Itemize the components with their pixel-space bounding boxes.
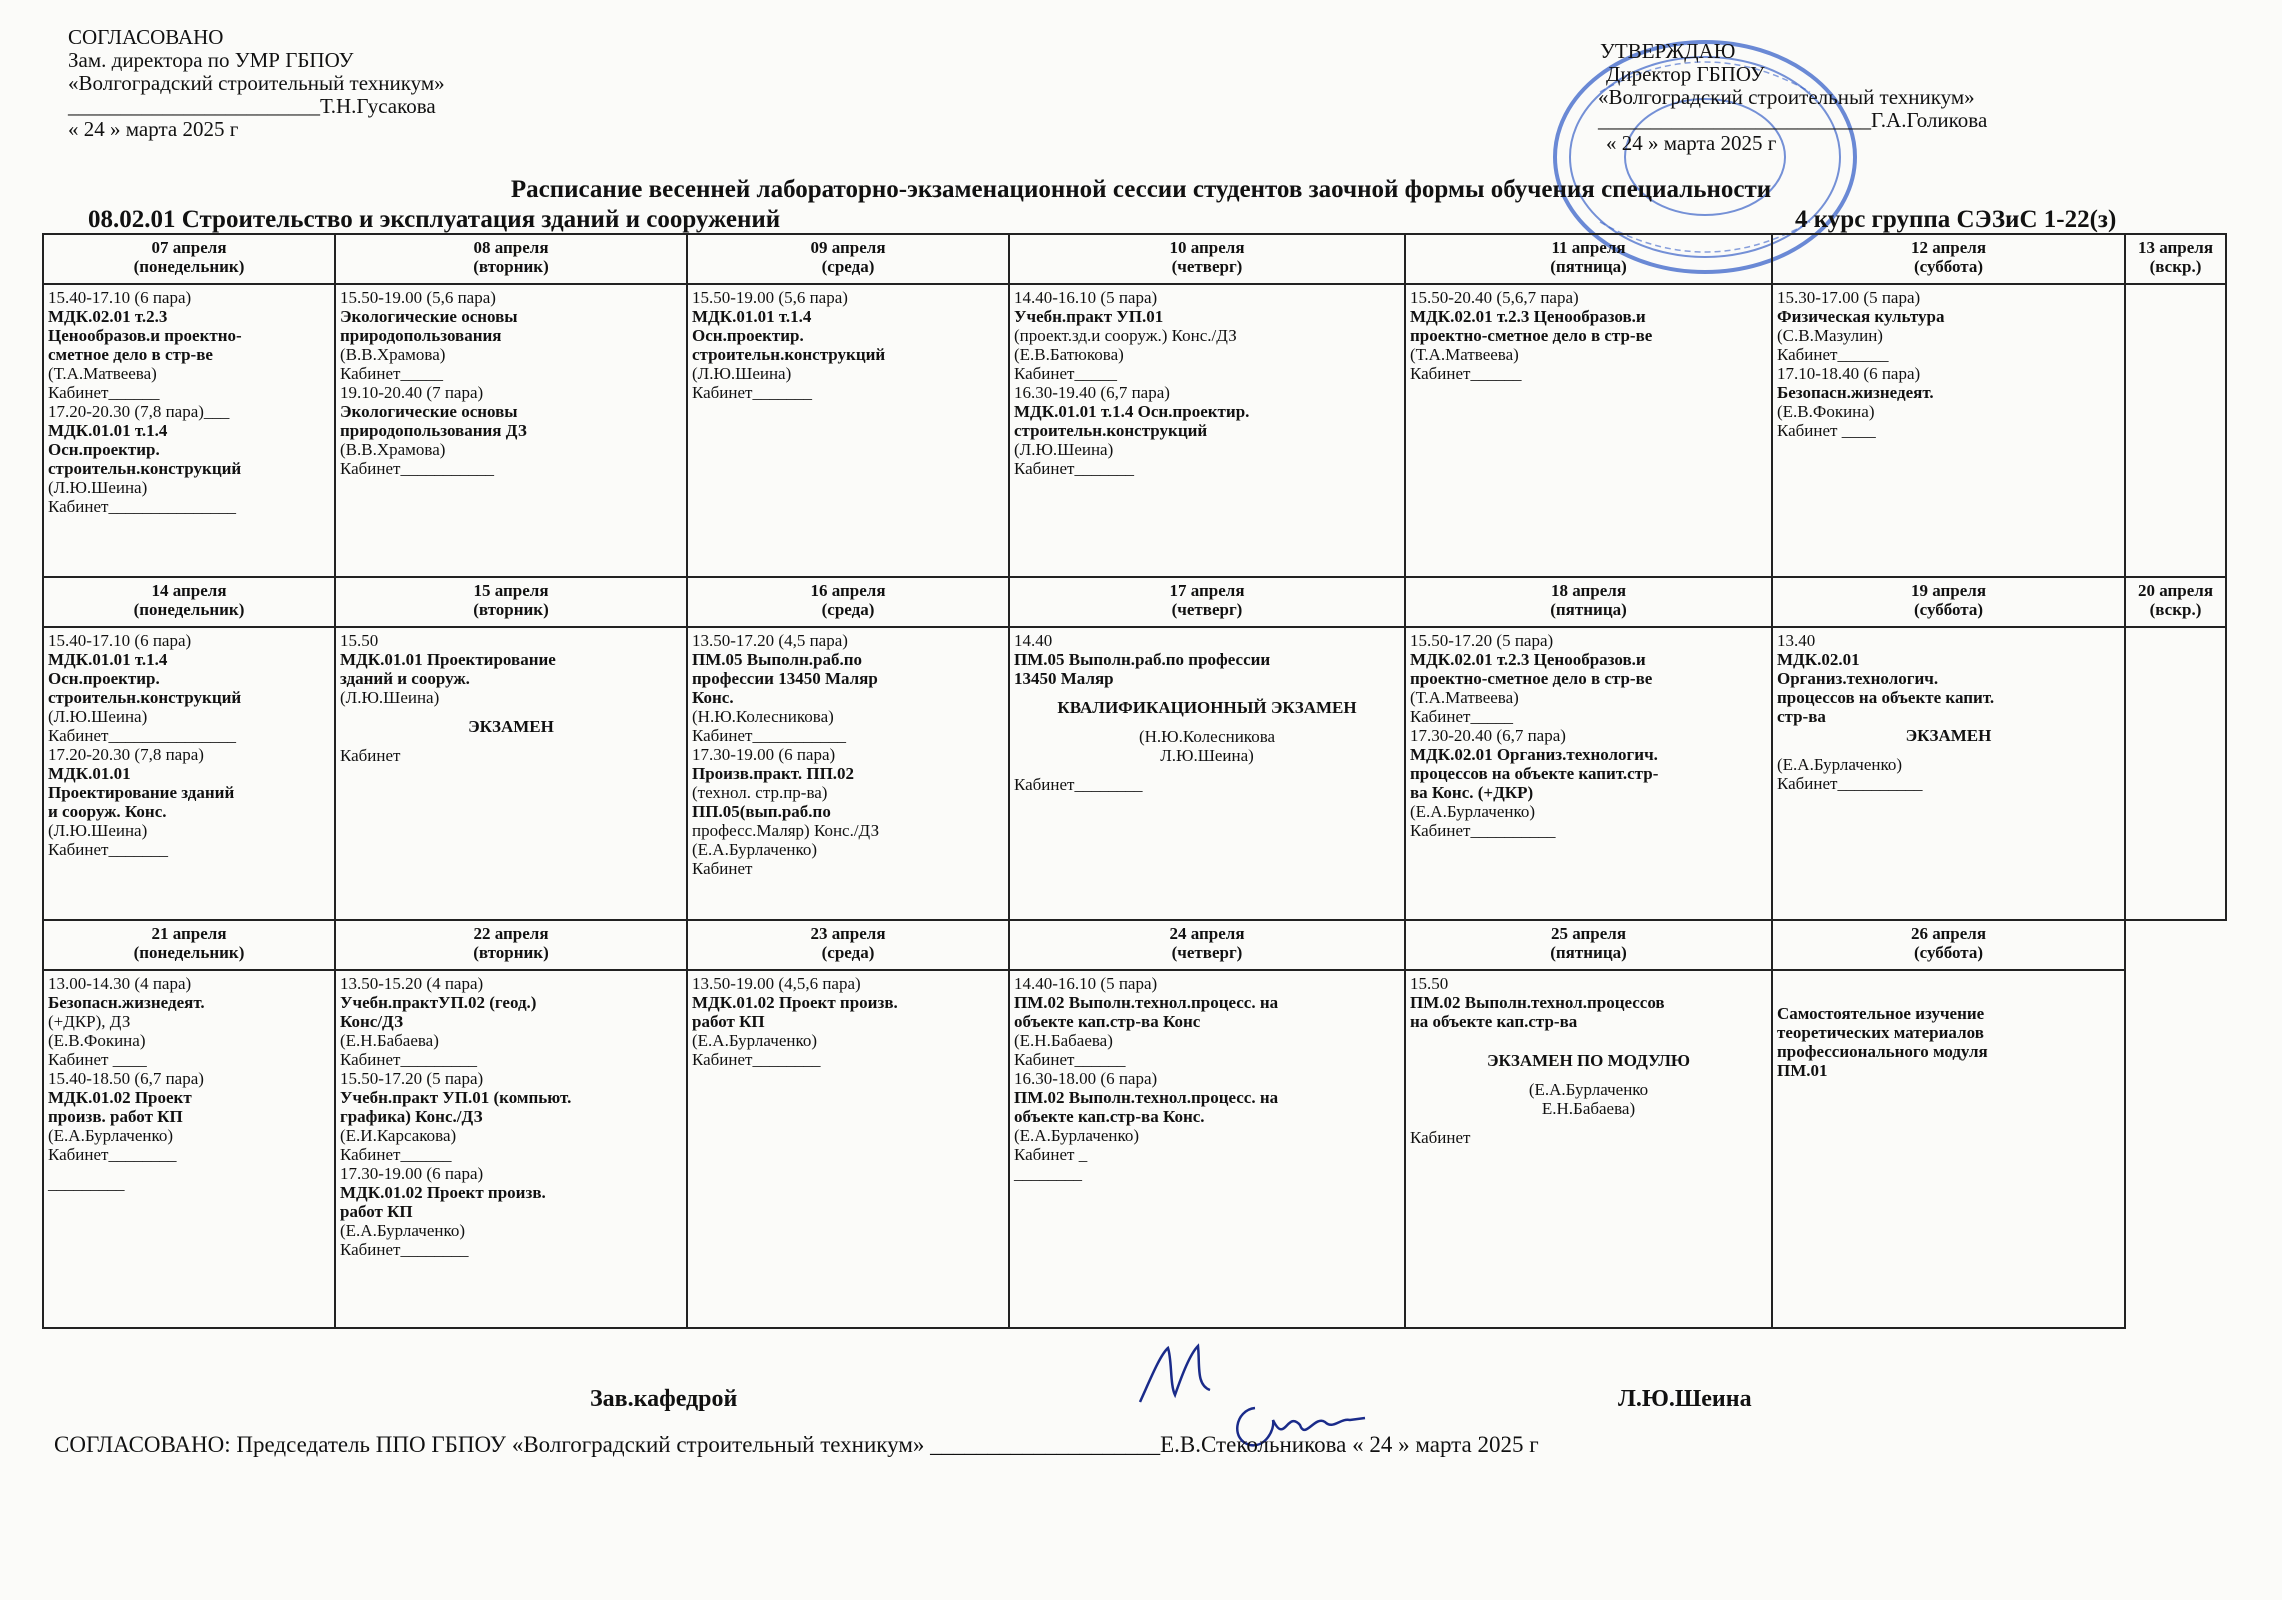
schedule-line: Самостоятельное изучение: [1777, 1004, 1985, 1023]
schedule-line: Кабинет_____: [340, 364, 443, 383]
day-header-cell: [335, 234, 687, 284]
schedule-line: теоретических материалов: [1777, 1023, 1984, 1042]
schedule-line: ПМ.05 Выполн.раб.по: [692, 650, 863, 669]
specialty-name: 08.02.01 Строительство и эксплуатация зданий и сооружений: [88, 206, 781, 233]
day-schedule-cell: [1405, 627, 1772, 920]
day-header-cell: [687, 234, 1009, 284]
day-date: 20 апреля: [2137, 581, 2214, 600]
schedule-line: 17.30-19.00 (6 пара): [340, 1164, 484, 1183]
document-title: Расписание весенней лабораторно-экзаменационной сессии студентов заочной формы обучения специальности: [510, 176, 1772, 203]
day-header-cell: [1772, 234, 2125, 284]
day-of-week: (суббота): [1913, 600, 1984, 619]
day-of-week: (пятница): [1550, 257, 1627, 276]
schedule-line: процессов на объекте капит.: [1777, 688, 1995, 707]
schedule-line: 13.40: [1777, 631, 1816, 650]
schedule-line: строительн.конструкций: [48, 688, 242, 707]
schedule-line: (Е.А.Бурлаченко): [340, 1221, 466, 1240]
schedule-line: 15.50-19.00 (5,6 пара): [692, 288, 848, 307]
schedule-line: 13450 Маляр: [1014, 669, 1114, 688]
day-of-week: (вторник): [473, 257, 549, 276]
schedule-line: ПП.05(вып.раб.по: [692, 802, 831, 821]
day-of-week: (четверг): [1171, 943, 1243, 962]
day-schedule-cell: [687, 284, 1009, 577]
schedule-line: Кабинет_______________: [48, 497, 236, 516]
schedule-line: (Л.Ю.Шеина): [1014, 440, 1114, 459]
schedule-line: Е.Н.Бабаева): [1541, 1099, 1636, 1118]
schedule-line: (Е.А.Бурлаченко): [1410, 802, 1536, 821]
day-of-week: (среда): [821, 257, 875, 276]
spacer: [1410, 1118, 1767, 1128]
schedule-line: природопользования ДЗ: [340, 421, 527, 440]
day-of-week: (вторник): [473, 600, 549, 619]
schedule-line: МДК.01.01 т.1.4: [692, 307, 812, 326]
day-of-week: (суббота): [1913, 257, 1984, 276]
schedule-line: профессионального модуля: [1777, 1042, 1988, 1061]
schedule-line: Кабинет_______: [1014, 459, 1134, 478]
schedule-line: 16.30-19.40 (6,7 пара): [1014, 383, 1170, 402]
schedule-line: Ценообразов.и проектно-: [48, 326, 242, 345]
schedule-line: Учебн.практ УП.01 (компьют.: [340, 1088, 572, 1107]
schedule-line: (Е.В.Фокина): [48, 1031, 146, 1050]
schedule-line: сметное дело в стр-ве: [48, 345, 213, 364]
schedule-line: 15.50: [340, 631, 379, 650]
schedule-line: Кабинет_______: [48, 840, 168, 859]
day-date: 17 апреля: [1169, 581, 1245, 600]
schedule-line: Кабинет: [340, 746, 401, 765]
schedule-line: Осн.проектир.: [692, 326, 804, 345]
day-date: 11 апреля: [1551, 238, 1626, 257]
schedule-line: Кабинет_____: [1410, 707, 1513, 726]
approval-left-line: « 24 » марта 2025 г: [68, 117, 239, 141]
day-header-cell: [687, 920, 1009, 970]
schedule-line: Кабинет _: [1014, 1145, 1088, 1164]
schedule-line: Кабинет_____: [1014, 364, 1117, 383]
schedule-line: (Е.А.Бурлаченко): [692, 840, 818, 859]
schedule-line: Конс.: [692, 688, 734, 707]
schedule-line: работ КП: [340, 1202, 413, 1221]
schedule-line: МДК.02.01 Организ.технологич.: [1410, 745, 1658, 764]
schedule-line: Кабинет: [1410, 1128, 1471, 1147]
schedule-line: Учебн.практУП.02 (геод.): [340, 993, 537, 1012]
schedule-line: МДК.01.02 Проект произв.: [340, 1183, 546, 1202]
schedule-line: Безопасн.жизнедеят.: [1777, 383, 1934, 402]
schedule-line: Кабинет________: [692, 1050, 821, 1069]
schedule-line: объекте кап.стр-ва Конс.: [1014, 1107, 1205, 1126]
day-date: 14 апреля: [151, 581, 227, 600]
day-schedule-cell: [335, 627, 687, 920]
schedule-line: Кабинет______: [340, 1145, 452, 1164]
schedule-line: КВАЛИФИКАЦИОННЫЙ ЭКЗАМЕН: [1057, 698, 1357, 717]
day-date: 07 апреля: [151, 238, 227, 257]
schedule-line: 15.30-17.00 (5 пара): [1777, 288, 1921, 307]
day-of-week: (пятница): [1550, 943, 1627, 962]
schedule-line: проектно-сметное дело в стр-ве: [1410, 326, 1653, 345]
day-of-week: (среда): [821, 943, 875, 962]
spacer: [1014, 688, 1400, 698]
spacer: [340, 707, 682, 717]
schedule-line: 15.50: [1410, 974, 1449, 993]
schedule-line: 17.30-20.40 (6,7 пара): [1410, 726, 1566, 745]
day-schedule-cell: [687, 627, 1009, 920]
day-date: 18 апреля: [1550, 581, 1627, 600]
schedule-line: (Е.Н.Бабаева): [340, 1031, 439, 1050]
day-date: 23 апреля: [810, 924, 886, 943]
day-of-week: (вскр.): [2149, 257, 2202, 276]
schedule-line: ПМ.02 Выполн.технол.процесс. на: [1014, 1088, 1279, 1107]
schedule-line: ________: [1014, 1164, 1082, 1183]
schedule-line: МДК.01.01 т.1.4: [48, 650, 168, 669]
day-content-row: [43, 627, 2226, 920]
schedule-line: МДК.01.01 т.1.4 Осн.проектир.: [1014, 402, 1250, 421]
schedule-line: (+ДКР), ДЗ: [48, 1012, 131, 1031]
schedule-line: (Е.А.Бурлаченко): [692, 1031, 818, 1050]
schedule-line: 13.50-15.20 (4 пара): [340, 974, 484, 993]
approval-block-left: [68, 26, 445, 141]
spacer: [1777, 974, 2120, 984]
schedule-line: 17.10-18.40 (6 пара): [1777, 364, 1921, 383]
schedule-line: МДК.01.01 Проектирование: [340, 650, 556, 669]
schedule-line: професс.Маляр) Конс./ДЗ: [692, 821, 880, 840]
spacer: [1014, 765, 1400, 775]
day-date: 10 апреля: [1169, 238, 1245, 257]
schedule-line: МДК.01.02 Проект: [48, 1088, 192, 1107]
day-header-cell: [1772, 577, 2125, 627]
schedule-line: Проектирование зданий: [48, 783, 235, 802]
day-date: 09 апреля: [810, 238, 886, 257]
day-schedule-cell: [1772, 627, 2125, 920]
day-header-cell: [1405, 234, 1772, 284]
day-schedule-cell: [1405, 284, 1772, 577]
schedule-line: (Л.Ю.Шеина): [48, 707, 148, 726]
approval-left-line: «Волгоградский строительный техникум»: [68, 71, 445, 95]
approval-right-line: Директор ГБПОУ: [1606, 62, 1765, 86]
schedule-line: профессии 13450 Маляр: [692, 669, 878, 688]
day-of-week: (четверг): [1171, 257, 1243, 276]
schedule-line: (Т.А.Матвеева): [48, 364, 157, 383]
schedule-line: Экологические основы: [340, 402, 518, 421]
signature-name: Л.Ю.Шеина: [1618, 1386, 1752, 1412]
day-schedule-cell: [2125, 627, 2226, 920]
day-header-cell: [43, 920, 335, 970]
day-schedule-cell: [1772, 284, 2125, 577]
day-date: 25 апреля: [1550, 924, 1627, 943]
approval-right-line: «Волгоградский строительный техникум»: [1598, 85, 1975, 109]
agreement-line: СОГЛАСОВАНО: Председатель ППО ГБПОУ «Волгоградский строительный техникум» ____________________Е.В.Стекольникова « 24 » марта 2025 г: [54, 1432, 1539, 1457]
schedule-line: строительн.конструкций: [692, 345, 886, 364]
day-schedule-cell: [1009, 284, 1405, 577]
schedule-line: 15.40-18.50 (6,7 пара): [48, 1069, 204, 1088]
schedule-line: работ КП: [692, 1012, 765, 1031]
approval-right-line: « 24 » марта 2025 г: [1606, 131, 1777, 155]
day-of-week: (вскр.): [2149, 600, 2202, 619]
approval-right-line: УТВЕРЖДАЮ: [1600, 39, 1736, 63]
spacer: [1777, 745, 2120, 755]
day-date: 22 апреля: [473, 924, 549, 943]
day-of-week: (среда): [821, 600, 875, 619]
schedule-line: (Л.Ю.Шеина): [340, 688, 440, 707]
day-schedule-cell: [43, 627, 335, 920]
schedule-line: 15.50-20.40 (5,6,7 пара): [1410, 288, 1579, 307]
schedule-line: Кабинет__________: [1410, 821, 1556, 840]
schedule-line: Кабинет_______________: [48, 726, 236, 745]
schedule-line: Л.Ю.Шеина): [1160, 746, 1254, 765]
day-schedule-cell: [687, 970, 1009, 1328]
schedule-line: Кабинет________: [340, 1240, 469, 1259]
schedule-table: [42, 233, 2227, 1329]
schedule-line: ПМ.02 Выполн.технол.процесс. на: [1014, 993, 1279, 1012]
empty-cell: [2125, 920, 2226, 1328]
day-schedule-cell: [1405, 970, 1772, 1328]
day-of-week: (вторник): [473, 943, 549, 962]
day-of-week: (понедельник): [133, 600, 245, 619]
schedule-line: МДК.02.01 т.2.3 Ценообразов.и: [1410, 650, 1646, 669]
schedule-line: 17.20-20.30 (7,8 пара): [48, 745, 204, 764]
day-header-cell: [1009, 577, 1405, 627]
schedule-line: ПМ.01: [1777, 1061, 1828, 1080]
day-schedule-cell: [1772, 970, 2125, 1328]
schedule-line: (С.В.Мазулин): [1777, 326, 1883, 345]
schedule-line: 15.50-17.20 (5 пара): [1410, 631, 1554, 650]
schedule-line: Кабинет___________: [340, 459, 494, 478]
day-of-week: (понедельник): [133, 943, 245, 962]
schedule-line: Безопасн.жизнедеят.: [48, 993, 205, 1012]
day-header-cell: [335, 577, 687, 627]
approval-left-line: СОГЛАСОВАНО: [68, 25, 224, 49]
spacer: [1410, 1031, 1767, 1041]
schedule-line: (технол. стр.пр-ва): [692, 783, 828, 802]
day-date: 24 апреля: [1169, 924, 1245, 943]
schedule-line: Кабинет_______: [692, 383, 812, 402]
day-schedule-cell: [43, 284, 335, 577]
day-header-cell: [43, 577, 335, 627]
schedule-line: Кабинет__________: [1777, 774, 1923, 793]
schedule-line: на объекте кап.стр-ва: [1410, 1012, 1578, 1031]
schedule-line: ПМ.02 Выполн.технол.процессов: [1410, 993, 1665, 1012]
day-content-row: [43, 284, 2226, 577]
day-header-cell: [2125, 577, 2226, 627]
day-schedule-cell: [1009, 970, 1405, 1328]
day-schedule-cell: [2125, 284, 2226, 577]
day-header-cell: [335, 920, 687, 970]
schedule-line: Кабинет______: [1777, 345, 1889, 364]
schedule-line: процессов на объекте капит.стр-: [1410, 764, 1659, 783]
schedule-line: (Е.А.Бурлаченко): [1014, 1126, 1140, 1145]
approval-right-line: __________________________Г.А.Голикова: [1598, 108, 1988, 132]
schedule-line: ЭКЗАМЕН: [468, 717, 554, 736]
schedule-line: проектно-сметное дело в стр-ве: [1410, 669, 1653, 688]
day-header-cell: [1772, 920, 2125, 970]
schedule-line: Учебн.практ УП.01: [1014, 307, 1164, 326]
schedule-line: Кабинет______: [1410, 364, 1522, 383]
course-group: 4 курс группа СЭЗиС 1-22(з): [1795, 206, 2117, 233]
day-header-cell: [2125, 234, 2226, 284]
schedule-line: (Л.Ю.Шеина): [692, 364, 792, 383]
schedule-line: (Е.Н.Бабаева): [1014, 1031, 1113, 1050]
schedule-line: ПМ.05 Выполн.раб.по профессии: [1014, 650, 1271, 669]
spacer: [1777, 994, 2120, 1004]
schedule-line: 15.40-17.10 (6 пара): [48, 288, 192, 307]
schedule-line: Кабинет______: [1014, 1050, 1126, 1069]
schedule-line: (Е.И.Карсакова): [340, 1126, 457, 1145]
schedule-line: (Е.В.Батюкова): [1014, 345, 1124, 364]
schedule-line: строительн.конструкций: [48, 459, 242, 478]
schedule-line: (Е.А.Бурлаченко: [1528, 1080, 1649, 1099]
schedule-line: (Л.Ю.Шеина): [48, 821, 148, 840]
schedule-line: 15.40-17.10 (6 пара): [48, 631, 192, 650]
schedule-line: Кабинет_________: [340, 1050, 477, 1069]
day-schedule-cell: [1009, 627, 1405, 920]
schedule-line: 17.20-20.30 (7,8 пара)___: [48, 402, 230, 421]
schedule-line: (В.В.Храмова): [340, 345, 446, 364]
schedule-line: объекте кап.стр-ва Конс: [1014, 1012, 1201, 1031]
day-date: 26 апреля: [1910, 924, 1987, 943]
schedule-line: МДК.02.01 т.2.3: [48, 307, 168, 326]
day-date: 16 апреля: [810, 581, 886, 600]
schedule-line: МДК.01.01: [48, 764, 131, 783]
schedule-line: Осн.проектир.: [48, 440, 160, 459]
day-date: 15 апреля: [473, 581, 549, 600]
schedule-line: МДК.02.01 т.2.3 Ценообразов.и: [1410, 307, 1646, 326]
schedule-line: МДК.02.01: [1777, 650, 1860, 669]
schedule-line: Физическая культура: [1777, 307, 1945, 326]
schedule-line: 14.40-16.10 (5 пара): [1014, 974, 1158, 993]
schedule-line: Кабинет___________: [692, 726, 846, 745]
spacer: [1410, 1041, 1767, 1051]
schedule-line: ЭКЗАМЕН: [1905, 726, 1992, 745]
schedule-line: ва Конс. (+ДКР): [1410, 783, 1534, 802]
day-schedule-cell: [43, 970, 335, 1328]
spacer: [340, 736, 682, 746]
approval-left-line: Зам. директора по УМР ГБПОУ: [68, 48, 354, 72]
day-header-row: [43, 577, 2226, 627]
day-header-cell: [1009, 920, 1405, 970]
spacer: [48, 1164, 330, 1174]
schedule-line: (Л.Ю.Шеина): [48, 478, 148, 497]
schedule-line: Организ.технологич.: [1777, 669, 1939, 688]
schedule-line: зданий и сооруж.: [340, 669, 470, 688]
day-date: 12 апреля: [1910, 238, 1987, 257]
schedule-line: МДК.01.02 Проект произв.: [692, 993, 898, 1012]
day-header-cell: [1405, 920, 1772, 970]
schedule-line: Экологические основы: [340, 307, 518, 326]
day-of-week: (пятница): [1550, 600, 1627, 619]
schedule-line: (Н.Ю.Колесникова): [692, 707, 834, 726]
schedule-line: и сооруж. Конс.: [48, 802, 167, 821]
schedule-line: Конс/ДЗ: [340, 1012, 404, 1031]
day-date: 13 апреля: [2137, 238, 2214, 257]
schedule-line: _________: [48, 1174, 125, 1193]
schedule-line: стр-ва: [1777, 707, 1826, 726]
day-content-row: [43, 970, 2226, 1328]
day-date: 19 апреля: [1910, 581, 1987, 600]
day-of-week: (четверг): [1171, 600, 1243, 619]
day-of-week: (суббота): [1913, 943, 1984, 962]
day-header-row: [43, 920, 2226, 970]
schedule-line: Произв.практ. ПП.02: [692, 764, 855, 783]
day-header-cell: [43, 234, 335, 284]
schedule-line: (Т.А.Матвеева): [1410, 688, 1519, 707]
spacer: [1410, 1070, 1767, 1080]
schedule-line: природопользования: [340, 326, 502, 345]
schedule-line: 17.30-19.00 (6 пара): [692, 745, 836, 764]
schedule-line: 13.00-14.30 (4 пара): [48, 974, 192, 993]
day-of-week: (понедельник): [133, 257, 245, 276]
schedule-line: 14.40: [1014, 631, 1053, 650]
day-date: 21 апреля: [151, 924, 227, 943]
schedule-line: (В.В.Храмова): [340, 440, 446, 459]
day-header-cell: [687, 577, 1009, 627]
schedule-line: (Е.А.Бурлаченко): [1777, 755, 1903, 774]
approval-left-line: ________________________Т.Н.Гусакова: [68, 94, 436, 118]
schedule-line: (Т.А.Матвеева): [1410, 345, 1519, 364]
schedule-line: Кабинет________: [48, 1145, 177, 1164]
schedule-line: Кабинет ____: [48, 1050, 147, 1069]
schedule-line: 13.50-19.00 (4,5,6 пара): [692, 974, 861, 993]
spacer: [1777, 984, 2120, 994]
schedule-line: 13.50-17.20 (4,5 пара): [692, 631, 848, 650]
schedule-line: (Н.Ю.Колесникова: [1138, 727, 1276, 746]
day-schedule-cell: [335, 284, 687, 577]
schedule-line: Кабинет ____: [1777, 421, 1876, 440]
spacer: [1014, 717, 1400, 727]
day-date: 08 апреля: [473, 238, 549, 257]
schedule-line: МДК.01.01 т.1.4: [48, 421, 168, 440]
schedule-line: 15.50-19.00 (5,6 пара): [340, 288, 496, 307]
day-header-row: [43, 234, 2226, 284]
schedule-line: ЭКЗАМЕН ПО МОДУЛЮ: [1486, 1051, 1691, 1070]
approval-block-right: [1598, 40, 1987, 155]
schedule-line: Кабинет________: [1014, 775, 1143, 794]
schedule-line: Кабинет: [692, 859, 753, 878]
schedule-line: 14.40-16.10 (5 пара): [1014, 288, 1158, 307]
schedule-line: Кабинет______: [48, 383, 160, 402]
schedule-line: произв. работ КП: [48, 1107, 183, 1126]
signature-role: Зав.кафедрой: [590, 1386, 738, 1412]
schedule-line: (проект.зд.и сооруж.) Конс./ДЗ: [1014, 326, 1237, 345]
schedule-line: Осн.проектир.: [48, 669, 160, 688]
schedule-line: (Е.В.Фокина): [1777, 402, 1875, 421]
schedule-line: 19.10-20.40 (7 пара): [340, 383, 484, 402]
day-header-cell: [1009, 234, 1405, 284]
schedule-line: графика) Конс./ДЗ: [340, 1107, 483, 1126]
schedule-line: 16.30-18.00 (6 пара): [1014, 1069, 1158, 1088]
schedule-line: 15.50-17.20 (5 пара): [340, 1069, 484, 1088]
schedule-line: строительн.конструкций: [1014, 421, 1208, 440]
schedule-line: (Е.А.Бурлаченко): [48, 1126, 174, 1145]
day-header-cell: [1405, 577, 1772, 627]
handwritten-signature: [1130, 1340, 1220, 1410]
day-schedule-cell: [335, 970, 687, 1328]
